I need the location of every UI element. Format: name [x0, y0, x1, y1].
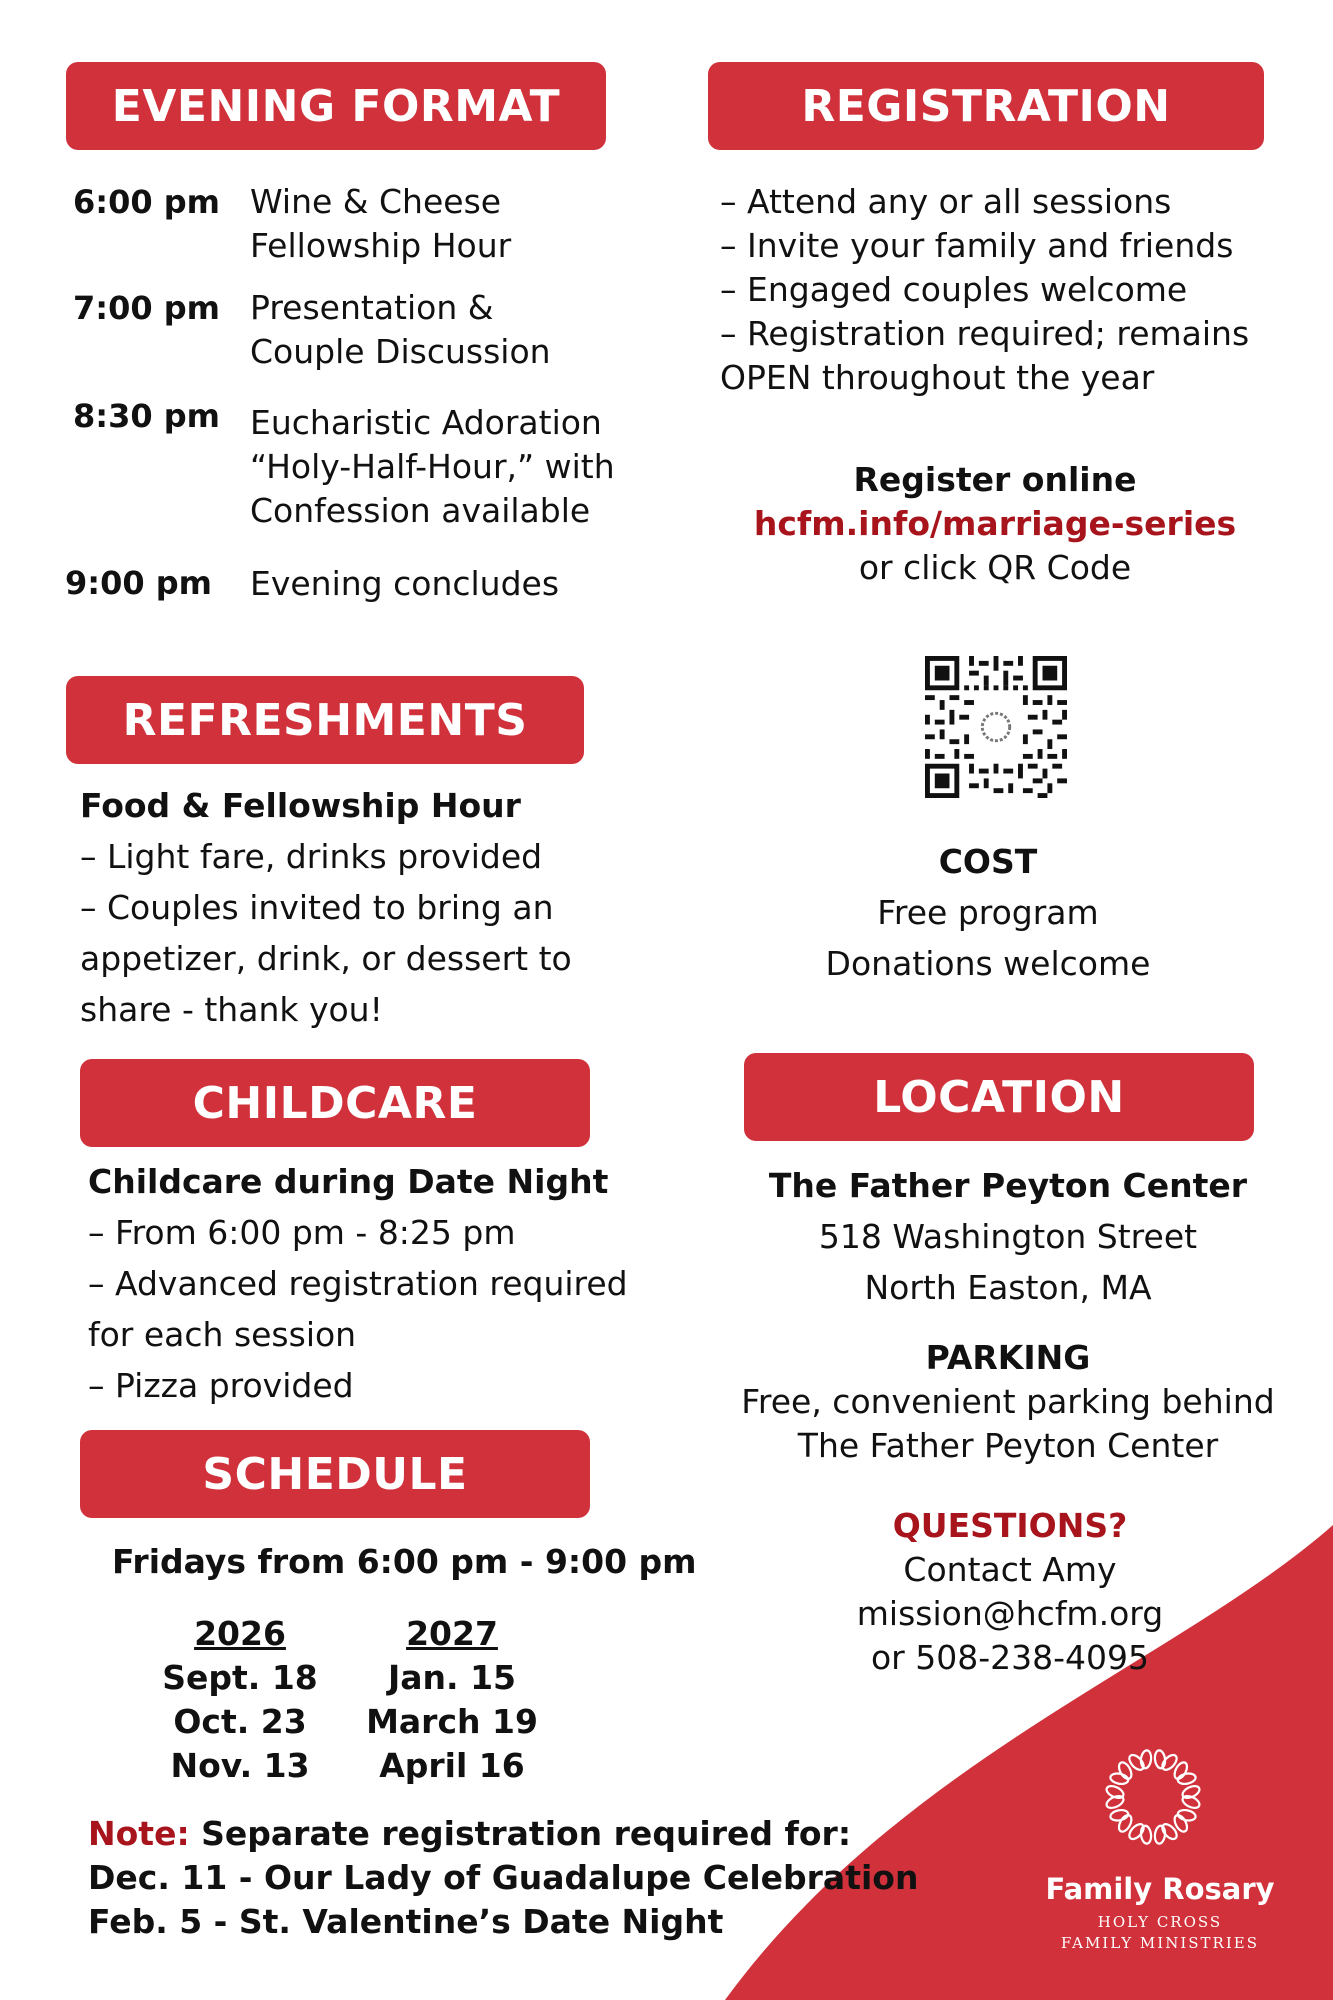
- note-label: Note:: [88, 1814, 190, 1853]
- register-online-block: [720, 458, 1270, 590]
- brand-name: Family Rosary: [1045, 1872, 1275, 1906]
- refreshments-header: REFRESHMENTS: [66, 676, 584, 764]
- evening-format-header: EVENING FORMAT: [66, 62, 606, 150]
- questions-title: QUESTIONS?: [892, 1506, 1128, 1545]
- brand-org-1: HOLY CROSS: [1097, 1913, 1223, 1931]
- note-block: Note: Separate registration required for: Dec. 11 - Our Lady of Guadalupe Celebration Feb. 5 - St. Valentine’s Date Night: [88, 1814, 919, 1941]
- desc-6pm: Wine & Cheese Fellowship Hour: [250, 182, 512, 265]
- wreath-leaf: [1154, 1825, 1166, 1844]
- contact-email-link[interactable]: mission@hcfm.org: [856, 1594, 1164, 1633]
- contact-phone[interactable]: or 508-238-4095: [870, 1638, 1150, 1677]
- time-6pm: 6:00 pm: [73, 183, 220, 221]
- childcare-body: Childcare during Date Night – From 6:00 pm - 8:25 pm – Advanced registration required for each session – Pizza provided: [88, 1162, 628, 1405]
- brand-logo: [1040, 1870, 1280, 1954]
- questions-block: QUESTIONS? Contact Amy mission@hcfm.org or 508-238-4095: [780, 1504, 1240, 1680]
- qr-note: or click QR Code: [858, 548, 1132, 587]
- registration-bullets: – Attend any or all sessions – Invite your family and friends – Engaged couples welcome – Registration required; remains OPEN throughout the year: [720, 182, 1250, 397]
- qr-code-icon[interactable]: [925, 656, 1067, 798]
- location-header: LOCATION: [744, 1053, 1254, 1141]
- registration-link[interactable]: hcfm.info/marriage-series: [753, 504, 1237, 543]
- register-online-heading: Register online: [853, 460, 1137, 499]
- time-7pm: 7:00 pm: [73, 289, 220, 327]
- time-9pm: 9:00 pm: [65, 564, 212, 602]
- brand-org-2: FAMILY MINISTRIES: [1061, 1934, 1259, 1952]
- schedule-header: SCHEDULE: [80, 1430, 590, 1518]
- cost-block: COST Free program Donations welcome: [825, 842, 1151, 983]
- desc-7pm: Presentation & Couple Discussion: [250, 288, 551, 371]
- refreshments-body: Food & Fellowship Hour – Light fare, drinks provided – Couples invited to bring an appetizer, drink, or dessert to share - thank you!: [80, 786, 572, 1029]
- parking-block: PARKING Free, convenient parking behind The Father Peyton Center: [741, 1338, 1275, 1465]
- desc-9pm: Evening concludes: [250, 564, 560, 603]
- rosary-wreath-icon: [1098, 1742, 1208, 1852]
- desc-830pm: Eucharistic Adoration “Holy-Half-Hour,” with Confession available: [250, 403, 615, 530]
- schedule-col-2027: 2027 Jan. 15 March 19 April 16: [366, 1614, 538, 1785]
- wreath-leaf: [1181, 1794, 1202, 1811]
- schedule-subtitle: Fridays from 6:00 pm - 9:00 pm: [112, 1542, 697, 1581]
- wreath-leaf: [1140, 1750, 1152, 1769]
- registration-header: REGISTRATION: [708, 62, 1264, 150]
- schedule-col-2026: 2026 Sept. 18 Oct. 23 Nov. 13: [162, 1614, 318, 1785]
- time-830pm: 8:30 pm: [73, 397, 220, 435]
- wreath-leaf: [1105, 1784, 1126, 1801]
- location-block: The Father Peyton Center 518 Washington Street North Easton, MA: [768, 1166, 1248, 1307]
- childcare-header: CHILDCARE: [80, 1059, 590, 1147]
